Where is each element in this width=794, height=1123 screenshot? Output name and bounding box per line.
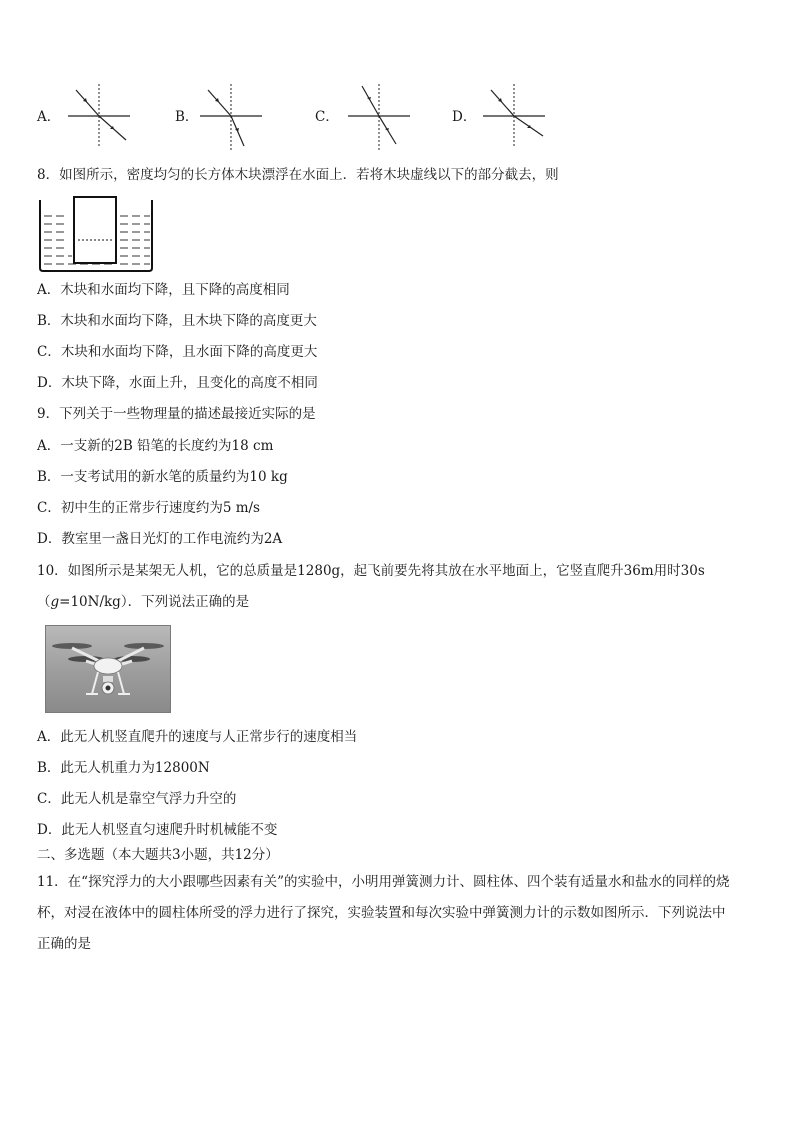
q8-stem: 8．如图所示，密度均匀的长方体木块漂浮在水面上．若将木块虚线以下的部分截去，则 bbox=[37, 167, 559, 183]
q9-option-c: C．初中生的正常步行速度约为5 m/s bbox=[37, 500, 260, 516]
q7-diagram-b bbox=[200, 84, 270, 150]
q8-option-a: A．木块和水面均下降，且下降的高度相同 bbox=[37, 282, 290, 298]
drone-illustration bbox=[46, 626, 170, 712]
q11-line1: 11．在“探究浮力的大小跟哪些因素有关”的实验中，小明用弹簧测力计、圆柱体、四个装有适量水和盐水的同样的烧 bbox=[37, 874, 730, 890]
q9-option-a: A．一支新的2B 铅笔的长度约为18 cm bbox=[37, 438, 274, 454]
q7-option-a-label: A． bbox=[37, 109, 61, 125]
q10-option-b: B．此无人机重力为12800N bbox=[37, 760, 210, 776]
q7-option-c-label: C． bbox=[315, 109, 339, 125]
section-heading: 二、多选题（本大题共3小题，共12分） bbox=[37, 847, 279, 863]
q11-line2: 杯，对浸在液体中的圆柱体所受的浮力进行了探究，实验装置和每次实验中弹簧测力计的示数如图所示．下列说法中 bbox=[37, 905, 726, 921]
q9-stem: 9．下列关于一些物理量的描述最接近实际的是 bbox=[37, 406, 316, 422]
q10-stem-line1: 10．如图所示是某架无人机，它的总质量是1280g，起飞前要先将其放在水平地面上，它竖直爬升36m用时30s bbox=[37, 563, 705, 579]
q8-option-c: C．木块和水面均下降，且水面下降的高度更大 bbox=[37, 344, 318, 360]
q10-stem-line2: （g=10N/kg）．下列说法正确的是 bbox=[37, 594, 250, 610]
q9-option-d: D．教室里一盏日光灯的工作电流约为2A bbox=[37, 531, 283, 547]
q11-line3: 正确的是 bbox=[37, 936, 91, 952]
q7-option-d-label: D． bbox=[452, 109, 477, 125]
q10-option-d: D．此无人机竖直匀速爬升时机械能不变 bbox=[37, 822, 278, 838]
q7-diagram-d bbox=[483, 84, 553, 146]
q7-diagram-c bbox=[348, 84, 418, 150]
q9-option-b: B．一支考试用的新水笔的质量约为10 kg bbox=[37, 469, 288, 485]
q8-option-b: B．木块和水面均下降，且木块下降的高度更大 bbox=[37, 313, 317, 329]
q8-beaker-diagram bbox=[38, 194, 154, 272]
q10-option-c: C．此无人机是靠空气浮力升空的 bbox=[37, 791, 237, 807]
q8-option-d: D．木块下降，水面上升，且变化的高度不相同 bbox=[37, 375, 318, 391]
q7-diagram-a bbox=[68, 84, 138, 146]
drone-photo bbox=[45, 625, 171, 713]
q10-option-a: A．此无人机竖直爬升的速度与人正常步行的速度相当 bbox=[37, 729, 358, 745]
q7-option-b-label: B． bbox=[175, 109, 199, 125]
